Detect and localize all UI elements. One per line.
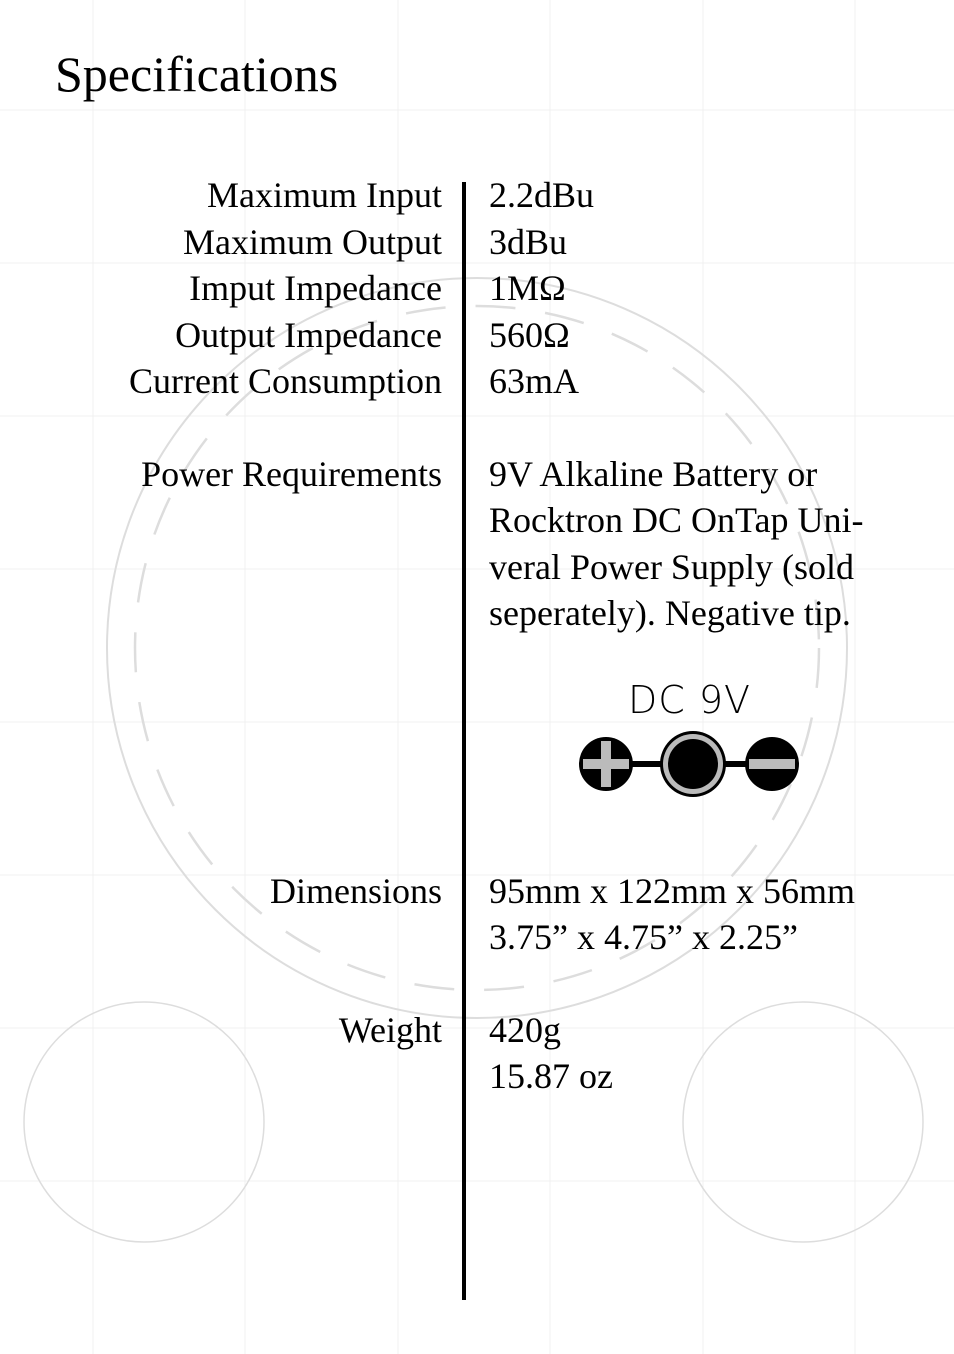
spec-label-current-consumption: Current Consumption [129,361,442,401]
spec-value-dimensions-imperial: 3.75” x 4.75” x 2.25” [489,917,798,957]
spec-value-input-impedance: 1MΩ [489,268,566,308]
spec-label-maximum-input: Maximum Input [207,175,442,215]
dc-polarity-label: DC 9V [628,678,752,722]
dc-polarity-diagram [570,722,810,806]
spec-value-current-consumption: 63mA [489,361,579,401]
spec-label-input-impedance: Imput Impedance [189,268,442,308]
spec-value-maximum-input: 2.2dBu [489,175,595,215]
spec-value-weight-metric: 420g [489,1010,561,1050]
spec-value-power-line-1: 9V Alkaline Battery or [489,454,818,494]
negative-terminal-icon [745,737,799,791]
spec-value-power-line-3: veral Power Supply (sold [489,547,854,587]
spec-label-weight: Weight [338,1010,442,1050]
barrel-jack-icon [660,731,726,797]
spec-label-output-impedance: Output Impedance [175,315,442,355]
spec-value-output-impedance: 560Ω [489,315,570,355]
spec-value-power-line-4: seperately). Negative tip. [489,593,851,633]
spec-value-power-line-2: Rocktron DC OnTap Uni- [489,500,864,540]
spec-label-power-requirements: Power Requirements [141,454,442,494]
spec-label-dimensions: Dimensions [269,871,442,911]
spec-value-maximum-output: 3dBu [489,222,568,262]
column-divider [462,182,466,1300]
spec-value-dimensions-metric: 95mm x 122mm x 56mm [489,871,856,911]
spec-label-maximum-output: Maximum Output [183,222,442,262]
positive-terminal-icon [579,737,633,791]
spec-value-weight-imperial: 15.87 oz [489,1056,613,1096]
page-title: Specifications [55,46,339,102]
